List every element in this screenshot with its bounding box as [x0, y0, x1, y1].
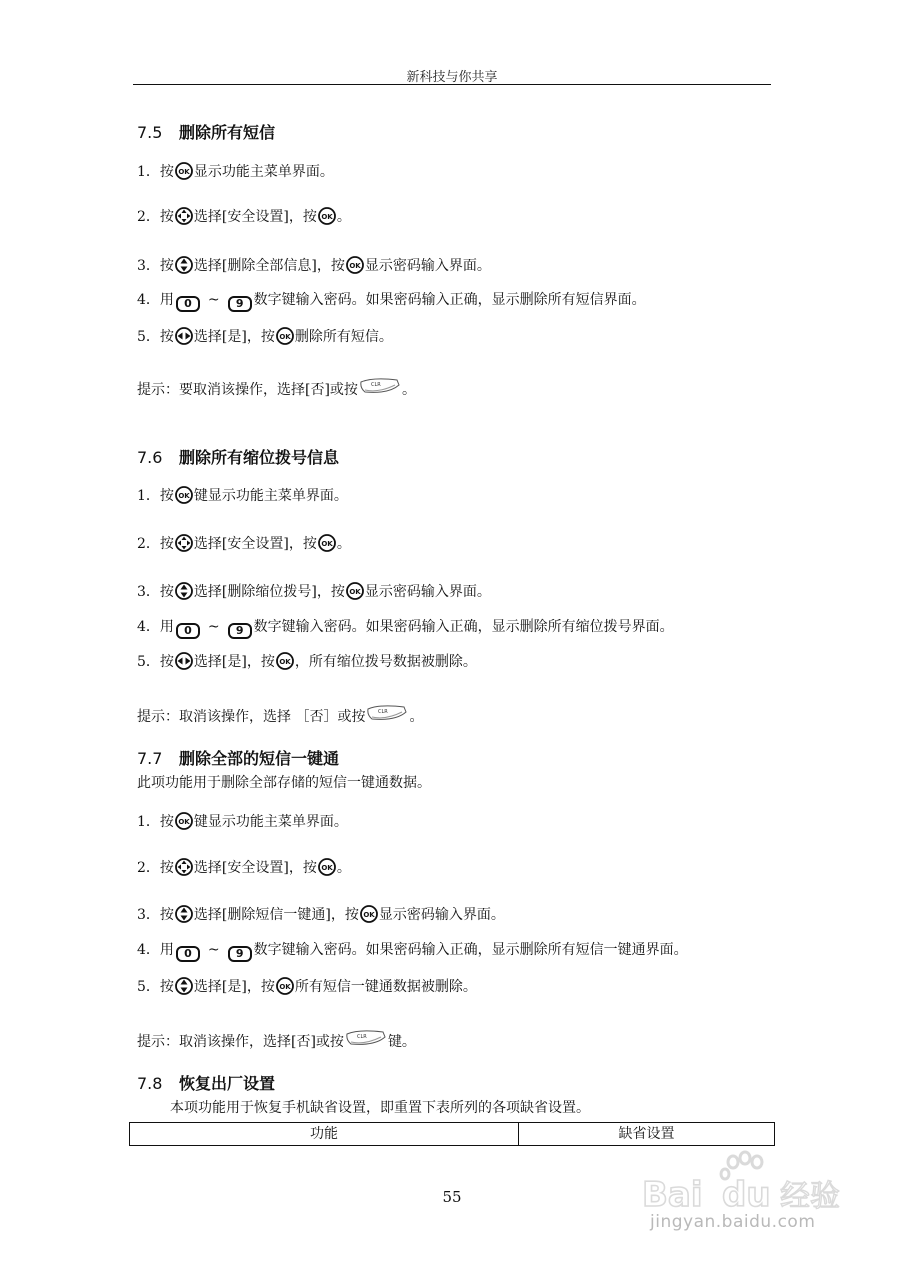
- step-text: 。: [336, 536, 351, 552]
- step-text: 3．按: [137, 907, 174, 923]
- step-7-5-4: [137, 290, 646, 312]
- navigation-key-icon: [175, 534, 193, 552]
- step-7-7-5: [137, 977, 477, 997]
- up-down-key-icon: [175, 977, 193, 995]
- zero-key-icon: 0: [176, 946, 200, 962]
- step-text: 显示密码输入界面。: [364, 258, 491, 274]
- paw-toe: [740, 1152, 750, 1164]
- defaults-table: [129, 1122, 775, 1146]
- tip-text: 键。: [387, 1034, 416, 1050]
- step-7-5-1: [137, 162, 334, 182]
- nine-key-icon: 9: [228, 946, 252, 962]
- zero-key-icon: 0: [176, 623, 200, 639]
- step-text: 5．按: [137, 979, 174, 995]
- section-7-8-intro: 本项功能用于恢复手机缺省设置，即重置下表所列的各项缺省设置。: [170, 1100, 590, 1116]
- step-text: 键显示功能主菜单界面。: [193, 814, 348, 830]
- step-text: 2．按: [137, 860, 174, 876]
- watermark-cn: 经验: [780, 1179, 840, 1214]
- up-down-key-icon: [175, 256, 193, 274]
- step-text: 。: [336, 209, 351, 225]
- tip-text: 提示：取消该操作，选择[否]或按: [137, 1034, 344, 1050]
- navigation-key-icon: [175, 858, 193, 876]
- step-text: 显示密码输入界面。: [378, 907, 505, 923]
- paw-toe: [752, 1156, 762, 1168]
- step-7-6-4: [137, 617, 674, 639]
- step-text: 1．按: [137, 164, 174, 180]
- clr-key-icon: [359, 376, 401, 396]
- tilde-separator: ~: [207, 292, 220, 308]
- step-text: 删除所有短信。: [294, 329, 393, 345]
- step-text: 选择[安全设置]，按: [193, 209, 317, 225]
- step-text: 1．按: [137, 488, 174, 504]
- step-7-6-2: [137, 534, 351, 554]
- section-heading: 删除所有缩位拨号信息: [179, 448, 340, 467]
- up-down-key-icon: [175, 905, 193, 923]
- step-7-6-1: [137, 486, 348, 506]
- step-text: ，所有缩位拨号数据被删除。: [294, 654, 477, 670]
- up-down-key-icon: [175, 582, 193, 600]
- section-number: 7.7: [137, 749, 163, 768]
- step-7-7-2: [137, 858, 351, 878]
- tip-text: 提示：要取消该操作，选择[否]或按: [137, 382, 358, 398]
- clr-key-icon: [345, 1028, 387, 1048]
- step-text: 选择[是]，按: [193, 654, 275, 670]
- ok-key-icon: [175, 812, 193, 830]
- watermark-brand-du: du: [722, 1175, 771, 1215]
- step-text: 2．按: [137, 536, 174, 552]
- watermark-brand: Bai: [642, 1175, 703, 1215]
- step-7-6-5: [137, 652, 477, 672]
- ok-key-icon: [346, 256, 364, 274]
- section-7-7-intro: 此项功能用于删除全部存储的短信一键通数据。: [137, 775, 431, 791]
- navigation-key-icon: [175, 207, 193, 225]
- section-heading: 删除所有短信: [179, 123, 276, 142]
- step-text: 数字键输入密码。如果密码输入正确，显示删除所有短信界面。: [253, 292, 646, 308]
- clr-key-icon: [366, 703, 408, 723]
- step-text: 数字键输入密码。如果密码输入正确，显示删除所有短信一键通界面。: [253, 942, 688, 958]
- step-text: 选择[是]，按: [193, 979, 275, 995]
- step-text: 4．用: [137, 292, 174, 308]
- step-text: 3．按: [137, 584, 174, 600]
- step-text: 数字键输入密码。如果密码输入正确，显示删除所有缩位拨号界面。: [253, 619, 674, 635]
- step-text: 选择[删除缩位拨号]，按: [193, 584, 345, 600]
- page-header-title: 新科技与你共享: [406, 70, 498, 85]
- nine-key-icon: 9: [228, 623, 252, 639]
- ok-key-icon: [318, 207, 336, 225]
- section-number: 7.8: [137, 1074, 163, 1093]
- section-number: 7.6: [137, 448, 163, 467]
- step-7-5-3: [137, 256, 491, 276]
- section-heading: 恢复出厂设置: [179, 1074, 276, 1093]
- step-text: 选择[删除短信一键通]，按: [193, 907, 359, 923]
- left-right-key-icon: [175, 327, 193, 345]
- tilde-separator: ~: [207, 942, 220, 958]
- step-7-5-2: [137, 207, 351, 227]
- tip-7-5: [137, 376, 416, 400]
- step-text: 4．用: [137, 942, 174, 958]
- tip-text: 。: [409, 709, 424, 725]
- step-text: 4．用: [137, 619, 174, 635]
- table-header-default: 缺省设置: [618, 1126, 675, 1142]
- paw-toe: [728, 1156, 738, 1168]
- step-text: 选择[安全设置]，按: [193, 536, 317, 552]
- step-text: 选择[删除全部信息]，按: [193, 258, 345, 274]
- ok-key-icon: [346, 582, 364, 600]
- ok-key-icon: [318, 858, 336, 876]
- section-7-7-title: [137, 746, 339, 769]
- ok-key-icon: [175, 162, 193, 180]
- section-heading: 删除全部的短信一键通: [179, 749, 340, 768]
- tip-7-7: [137, 1028, 416, 1052]
- section-7-8-title: [137, 1071, 275, 1094]
- step-text: 2．按: [137, 209, 174, 225]
- step-text: 显示密码输入界面。: [364, 584, 491, 600]
- ok-key-icon: [276, 977, 294, 995]
- step-text: 键显示功能主菜单界面。: [193, 488, 348, 504]
- tip-text: 提示：取消该操作，选择 ［否］或按: [137, 709, 366, 725]
- table-header-function: 功能: [130, 1123, 519, 1145]
- step-text: 显示功能主菜单界面。: [193, 164, 334, 180]
- step-7-7-1: [137, 812, 348, 832]
- ok-key-icon: [276, 652, 294, 670]
- tilde-separator: ~: [207, 619, 220, 635]
- header-rule: [133, 84, 771, 85]
- step-text: 选择[安全设置]，按: [193, 860, 317, 876]
- step-text: 选择[是]，按: [193, 329, 275, 345]
- ok-key-icon: [276, 327, 294, 345]
- left-right-key-icon: [175, 652, 193, 670]
- step-text: 所有短信一键通数据被删除。: [294, 979, 477, 995]
- step-text: 5．按: [137, 329, 174, 345]
- tip-text: 。: [401, 382, 416, 398]
- step-7-7-3: [137, 905, 505, 925]
- step-text: 3．按: [137, 258, 174, 274]
- ok-key-icon: [318, 534, 336, 552]
- page-number: 55: [442, 1188, 462, 1206]
- section-7-6-title: [137, 445, 339, 468]
- watermark-url: jingyan.baidu.com: [650, 1212, 816, 1232]
- zero-key-icon: 0: [176, 296, 200, 312]
- ok-key-icon: [360, 905, 378, 923]
- step-text: 1．按: [137, 814, 174, 830]
- section-number: 7.5: [137, 123, 163, 142]
- step-7-6-3: [137, 582, 491, 602]
- step-7-7-4: [137, 940, 688, 962]
- step-text: 5．按: [137, 654, 174, 670]
- ok-key-icon: [175, 486, 193, 504]
- step-7-5-5: [137, 327, 393, 347]
- nine-key-icon: 9: [228, 296, 252, 312]
- tip-7-6: [137, 703, 423, 727]
- step-text: 。: [336, 860, 351, 876]
- section-7-5-title: [137, 120, 275, 143]
